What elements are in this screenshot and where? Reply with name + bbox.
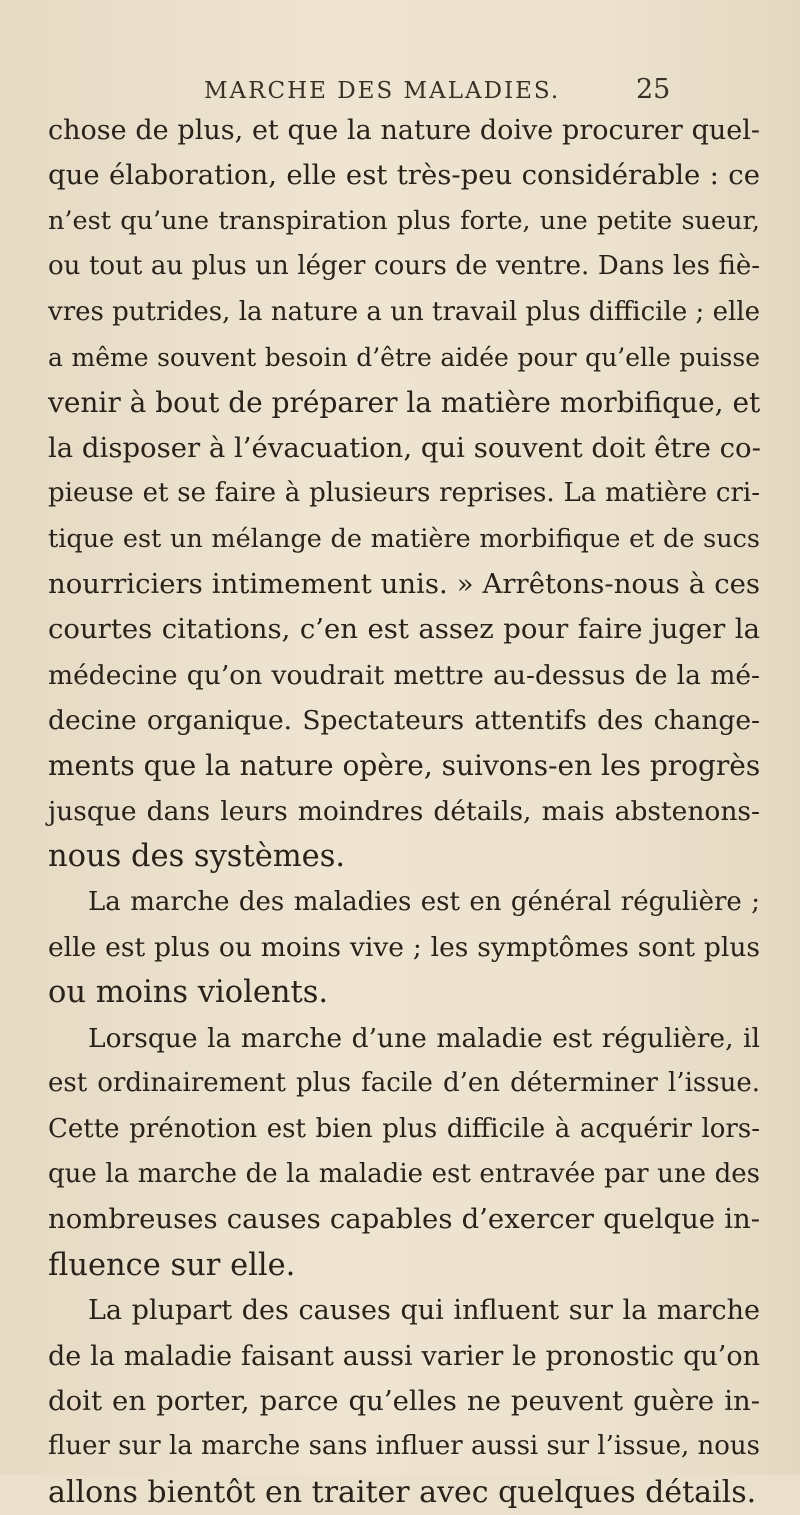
text-line: n’est qu’une transpiration plus forte, une petite sueur, — [48, 205, 760, 236]
text-line: nourriciers intimement unis. » Arrêtons-nous à ces — [48, 567, 760, 600]
text-line: la disposer à l’évacuation, qui souvent doit être co- — [48, 431, 761, 464]
text-line: decine organique. Spectateurs attentifs des change- — [48, 705, 760, 737]
text-line: chose de plus, et que la nature doive procurer quel- — [48, 115, 760, 146]
text-line: que élaboration, elle est très-peu considérable : ce — [48, 159, 760, 192]
text-line: est ordinairement plus facile d’en déterminer l’issue. — [48, 1068, 760, 1099]
text-line: jusque dans leurs moindres détails, mais abstenons- — [48, 795, 760, 827]
text-line: ou tout au plus un léger cours de ventre. Dans les fiè- — [48, 251, 760, 282]
text-line: que la marche de la maladie est entravée par une des — [48, 1158, 760, 1189]
text-line: venir à bout de préparer la matière morbifique, et — [48, 386, 761, 420]
text-line: ou moins violents. — [48, 975, 329, 1011]
text-line: La plupart des causes qui influent sur la marche — [88, 1295, 760, 1327]
text-line: Lorsque la marche d’une maladie est régulière, il — [88, 1022, 760, 1054]
text-line: médecine qu’on voudrait mettre au-dessus de la mé- — [48, 659, 760, 691]
text-line: de la maladie faisant aussi varier le pronostic qu’on — [48, 1340, 760, 1372]
text-line: pieuse et se faire à plusieurs reprises. La matière cri- — [48, 478, 760, 509]
text-line: La marche des maladies est en général régulière ; — [88, 886, 760, 917]
text-line: fluer sur la marche sans influer aussi sur l’issue, nous — [48, 1431, 761, 1462]
body-text — [48, 108, 760, 1515]
text-line: fluence sur elle. — [48, 1247, 296, 1283]
text-line: vres putrides, la nature a un travail plus difficile ; elle — [48, 296, 760, 327]
text-line: a même souvent besoin d’être aidée pour qu’elle puisse — [48, 342, 760, 372]
text-line: allons bientôt en traiter avec quelques détails. — [48, 1474, 757, 1510]
text-line: doit en porter, parce qu’elles ne peuvent guère in- — [48, 1384, 760, 1417]
text-line: courtes citations, c’en est assez pour faire juger la — [48, 613, 760, 646]
page-number: 25 — [636, 74, 671, 105]
text-line: nombreuses causes capables d’exercer quelque in- — [48, 1203, 760, 1236]
text-line: elle est plus ou moins vive ; les symptômes sont plus — [48, 932, 760, 964]
text-line: nous des systèmes. — [48, 839, 346, 875]
text-line: ments que la nature opère, suivons-en les progrès — [48, 749, 761, 783]
running-title: MARCHE DES MALADIES. — [204, 78, 561, 104]
text-line: Cette prénotion est bien plus difficile à acquérir lors- — [48, 1113, 760, 1144]
text-line: tique est un mélange de matière morbifique et de sucs — [48, 523, 760, 554]
